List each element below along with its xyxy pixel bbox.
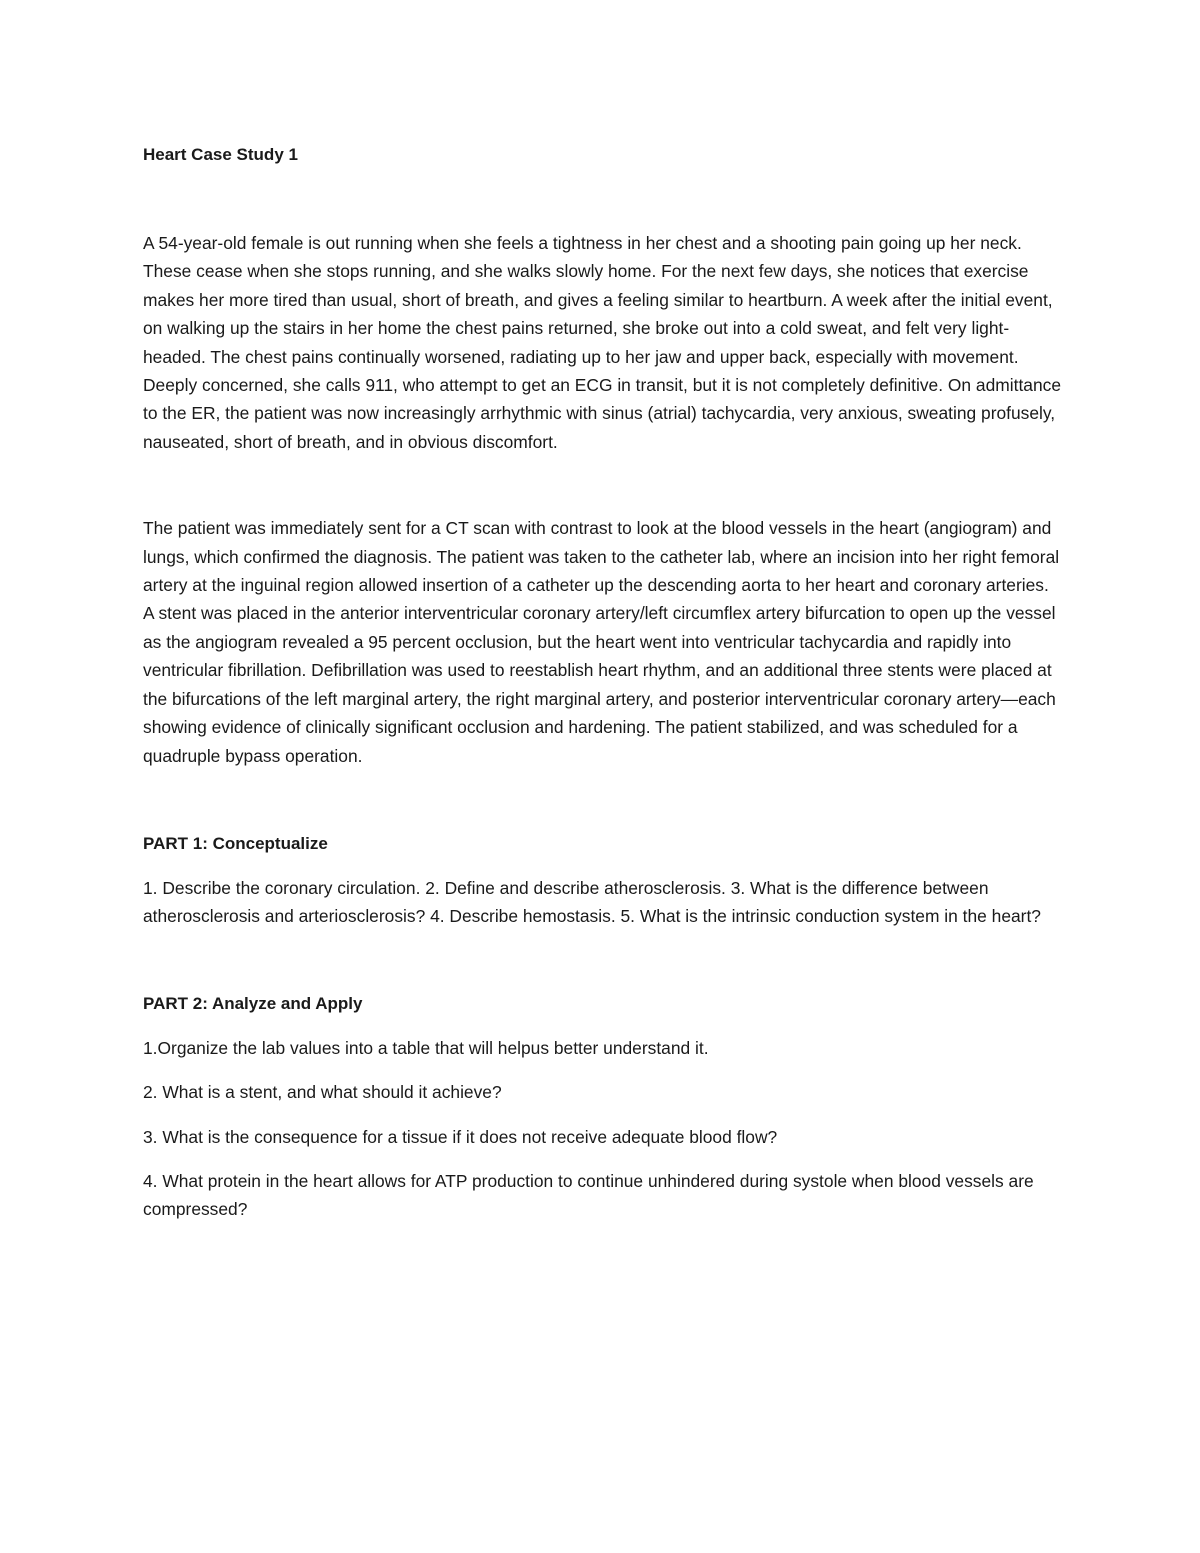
part2-question-3: 3. What is the consequence for a tissue if it does not receive adequate blood flow? bbox=[143, 1126, 778, 1147]
part2-question-1: 1.Organize the lab values into a table that will helpus better understand it. bbox=[143, 1037, 709, 1058]
part1-questions: 1. Describe the coronary circulation. 2. Define and describe atherosclerosis. 3. What is the difference between atherosclerosis and arteriosclerosis? 4. Describe hemostasis. 5. What is the intrinsic conduction system in the heart? bbox=[143, 877, 1041, 927]
part2-question-list bbox=[143, 1034, 1063, 1224]
document-body bbox=[143, 141, 1063, 1240]
part2-question-4: 4. What protein in the heart allows for ATP production to continue unhindered during systole when blood vessels are compressed? bbox=[143, 1170, 1034, 1220]
document-title: Heart Case Study 1 bbox=[143, 145, 298, 164]
part2-question-2: 2. What is a stent, and what should it achieve? bbox=[143, 1082, 502, 1103]
case-paragraph-2: The patient was immediately sent for a CT scan with contrast to look at the blood vessels in the heart (angiogram) and lungs, which confirmed the diagnosis. The patient was taken to the catheter lab, where an incision into her right femoral artery at the inguinal region allowed insertion of a catheter up the descending aorta to her heart and coronary arteries. A stent was placed in the anterior interventricular coronary artery/left circumflex artery bifurcation to open up the vessel as the angiogram revealed a 95 percent occlusion, but the heart went into ventricular tachycardia and rapidly into ventricular fibrillation. Defibrillation was used to reestablish heart rhythm, and an additional three stents were placed at the bifurcations of the left marginal artery, the right marginal artery, and posterior interventricular coronary artery—each showing evidence of clinically significant occlusion and hardening. The patient stabilized, and was scheduled for a quadruple bypass operation. bbox=[143, 518, 1060, 766]
part2-heading: PART 2: Analyze and Apply bbox=[143, 993, 363, 1013]
part1-heading: PART 1: Conceptualize bbox=[143, 833, 328, 853]
case-paragraph-1: A 54-year-old female is out running when she feels a tightness in her chest and a shooting pain going up her neck. These cease when she stops running, and she walks slowly home. For the next few days, she notices that exercise makes her more tired than usual, short of breath, and gives a feeling similar to heartburn. A week after the initial event, on walking up the stairs in her home the chest pains returned, she broke out into a cold sweat, and felt very light-headed. The chest pains continually worsened, radiating up to her jaw and upper back, especially with movement. Deeply concerned, she calls 911, who attempt to get an ECG in transit, but it is not completely definitive. On admittance to the ER, the patient was now increasingly arrhythmic with sinus (atrial) tachycardia, very anxious, sweating profusely, nauseated, short of breath, and in obvious discomfort. bbox=[143, 233, 1061, 452]
